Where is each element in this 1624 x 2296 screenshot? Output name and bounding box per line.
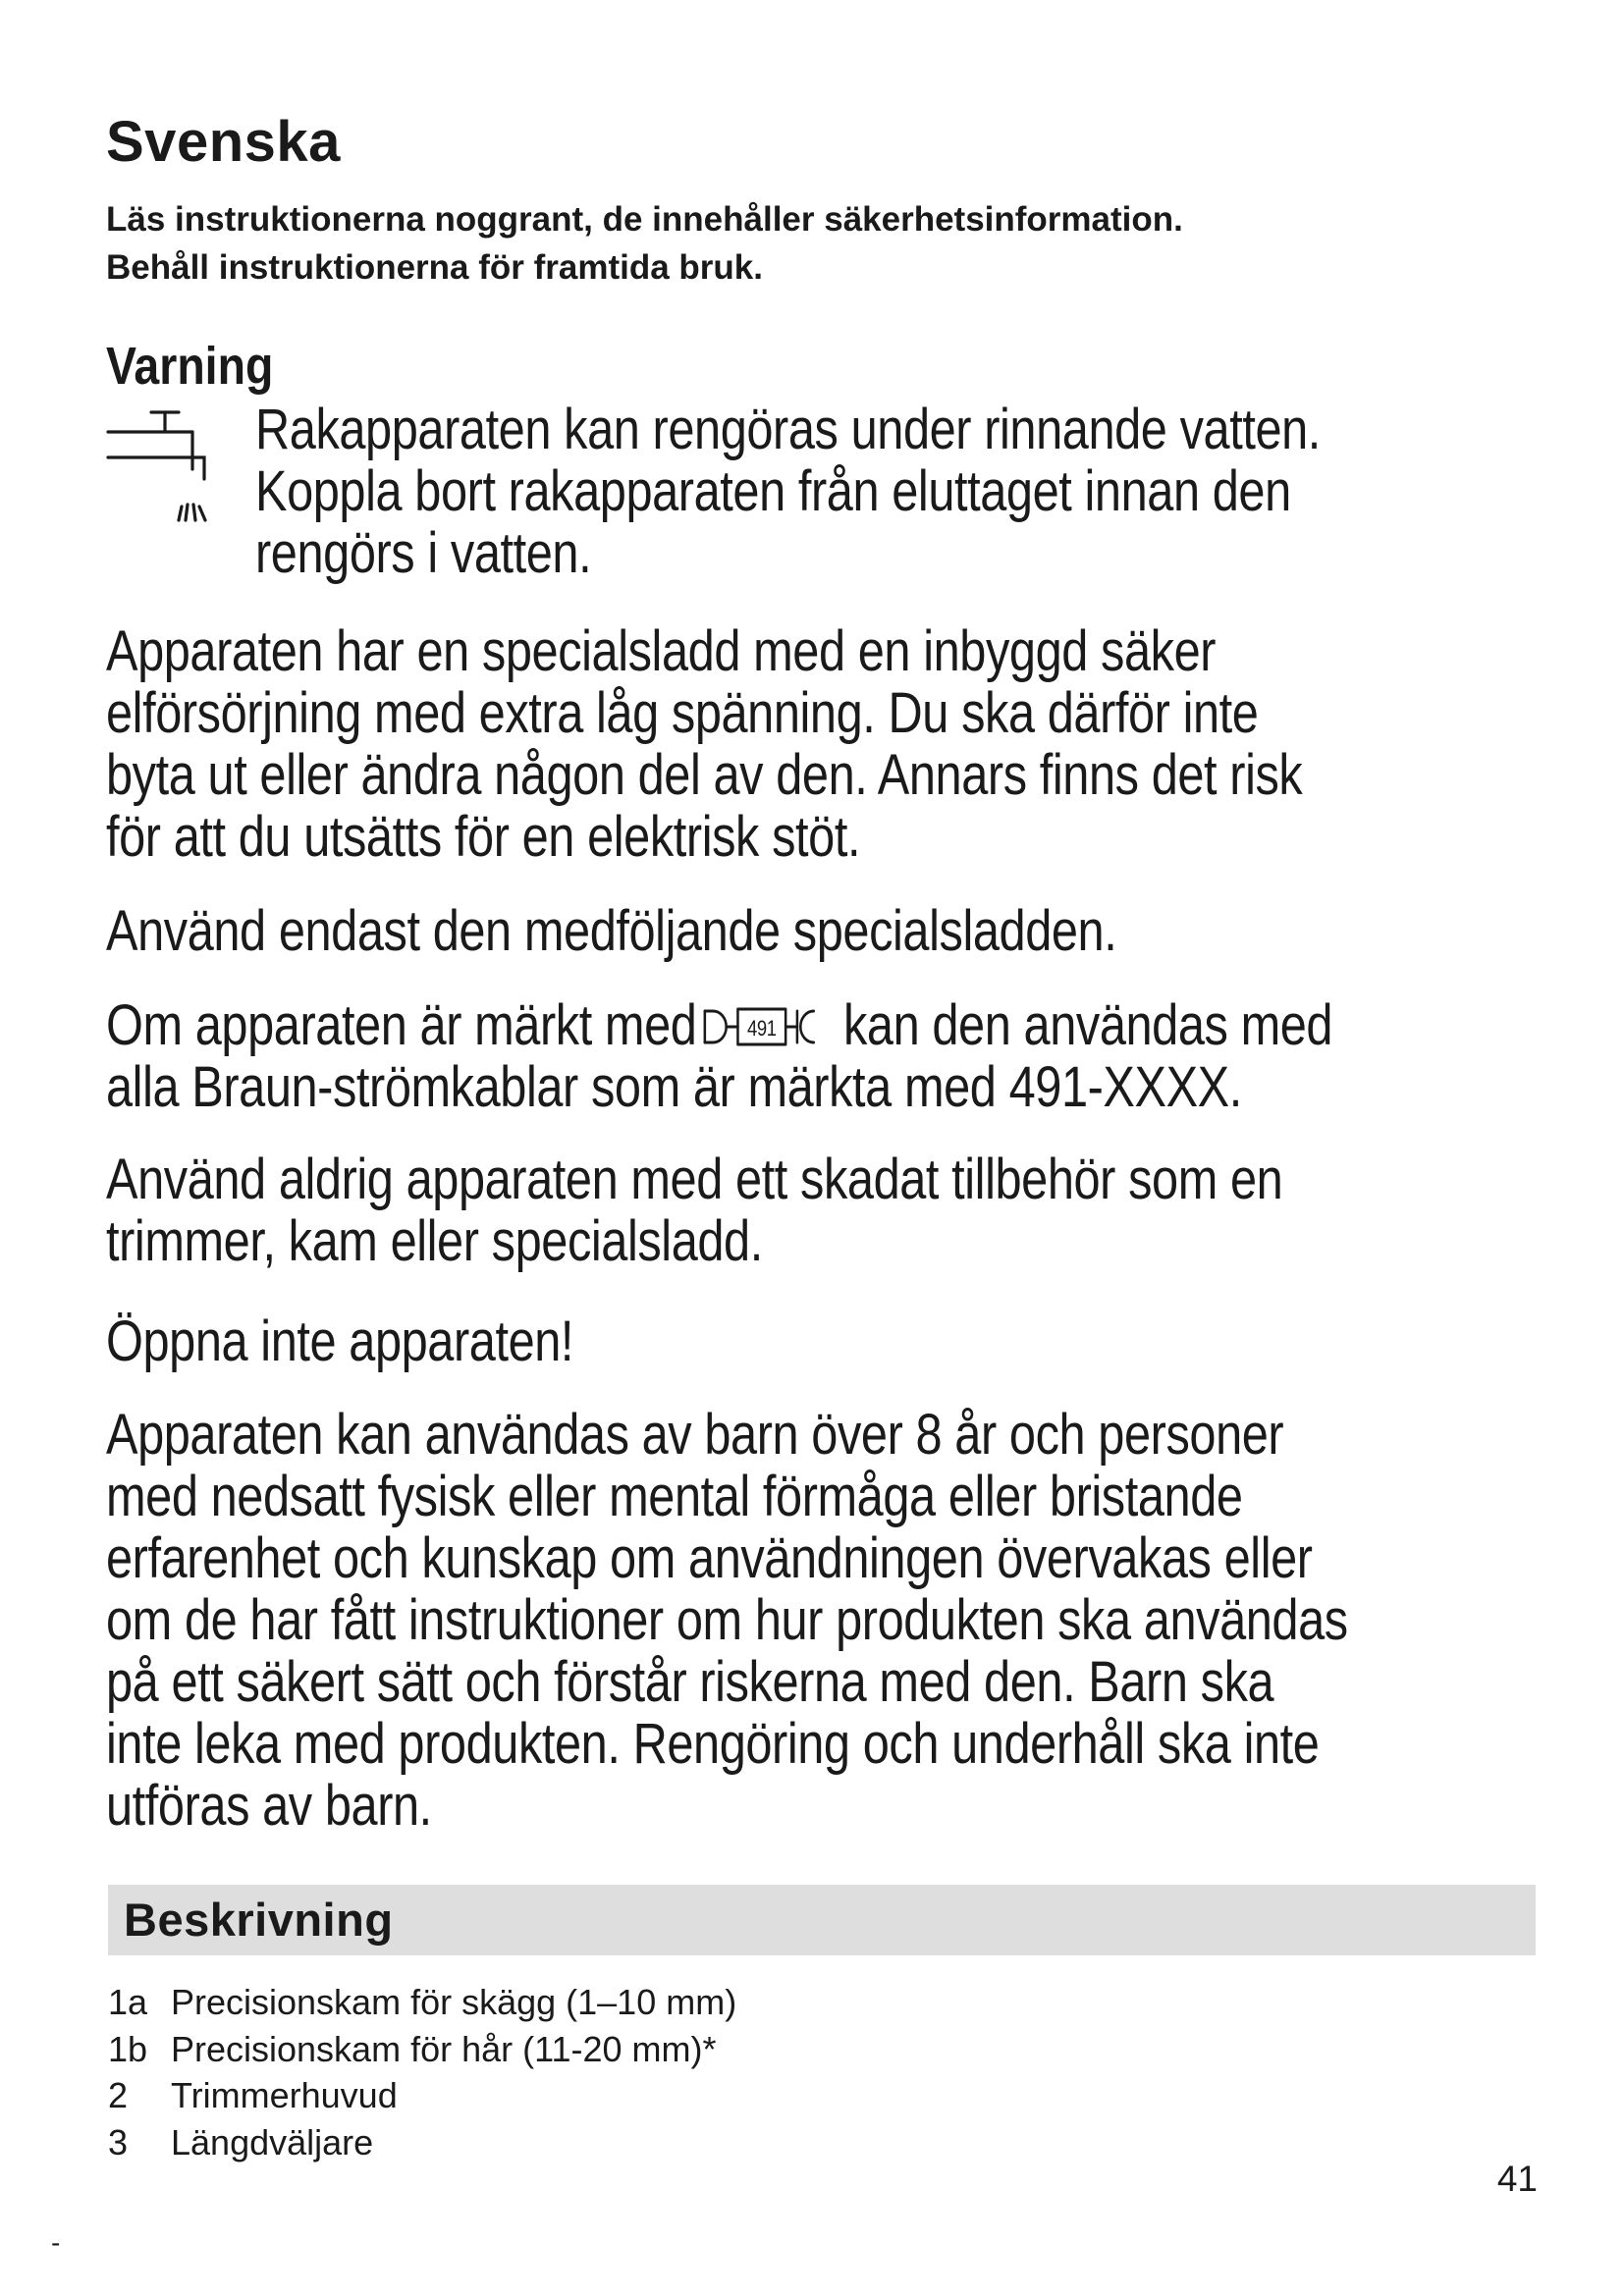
marked-appliance-paragraph (106, 994, 1540, 1118)
text-line: på ett säkert sätt och förstår riskerna med den. Barn ska (106, 1650, 1274, 1714)
part-label: Längdväljare (171, 2121, 374, 2163)
list-item (108, 2026, 736, 2073)
text-line: utföras av barn. (106, 1774, 432, 1838)
list-item (108, 1979, 736, 2026)
description-heading: Beskrivning (124, 1894, 394, 1946)
part-number: 3 (108, 2121, 129, 2163)
list-item (108, 2072, 736, 2119)
text-line: Öppna inte apparaten! (106, 1309, 574, 1373)
tap-cleaning-text (255, 399, 1532, 584)
warning-heading: Varning (106, 337, 274, 396)
text-line: erfarenhet och kunskap om användningen övervakas eller (106, 1526, 1313, 1590)
marked-text-after: kan den användas med (842, 993, 1333, 1057)
part-number: 2 (108, 2075, 129, 2115)
text-line: Använd endast den medföljande specialsladden. (106, 899, 1117, 963)
text-line: Apparaten kan användas av barn över 8 år och personer (106, 1403, 1284, 1467)
intro-line: Läs instruktionerna noggrant, de innehåller säkerhetsinformation. (106, 200, 1183, 239)
cord-491-symbol-icon (700, 1003, 840, 1050)
intro-line: Behåll instruktionerna för framtida bruk. (106, 248, 763, 287)
text-line: alla Braun-strömkablar som är märkta med 491-XXXX. (106, 1055, 1242, 1119)
text-line: Apparaten har en specialsladd med en inbyggd säker (106, 619, 1217, 683)
description-heading-bar (108, 1885, 1536, 1955)
intro-text (106, 195, 1540, 292)
text-line: trimmer, kam eller specialsladd. (106, 1209, 763, 1273)
supplied-cord-paragraph (106, 900, 1540, 962)
text-line: för att du utsätts för en elektrisk stöt. (106, 805, 861, 869)
text-line: Använd aldrig apparaten med ett skadat tillbehör som en (106, 1148, 1283, 1211)
list-item (108, 2119, 736, 2166)
text-line: Koppla bort rakapparaten från eluttaget innan den (255, 459, 1291, 523)
page-title: Svenska (106, 110, 341, 174)
text-line (106, 993, 1333, 1057)
cord-mark-label: 491 (747, 1017, 777, 1041)
page-number: 41 (1496, 2159, 1538, 2199)
text-line: elförsörjning med extra låg spänning. Du ska därför inte (106, 681, 1259, 745)
marked-text-before: Om apparaten är märkt med (106, 993, 697, 1057)
part-number: 1a (108, 1982, 148, 2022)
part-label: Precisionskam för hår (11-20 mm)* (171, 2028, 717, 2069)
text-line: byta ut eller ändra någon del av den. Annars finns det risk (106, 743, 1303, 807)
edge-mark: - (51, 2227, 61, 2258)
text-line: Rakapparaten kan rengöras under rinnande vatten. (255, 398, 1321, 461)
children-use-paragraph (106, 1404, 1540, 1837)
running-water-tap-icon (106, 400, 222, 522)
part-label: Precisionskam för skägg (1–10 mm) (171, 1982, 737, 2022)
do-not-open-paragraph (106, 1310, 1540, 1372)
part-number: 1b (108, 2028, 148, 2069)
special-cord-paragraph (106, 620, 1540, 868)
parts-list (108, 1979, 736, 2165)
text-line: inte leka med produkten. Rengöring och underhåll ska inte (106, 1712, 1320, 1776)
text-line: om de har fått instruktioner om hur produkten ska användas (106, 1588, 1348, 1652)
text-line: rengörs i vatten. (255, 521, 592, 585)
text-line: med nedsatt fysisk eller mental förmåga eller bristande (106, 1465, 1243, 1528)
part-label: Trimmerhuvud (171, 2075, 398, 2115)
damaged-accessory-paragraph (106, 1148, 1540, 1272)
